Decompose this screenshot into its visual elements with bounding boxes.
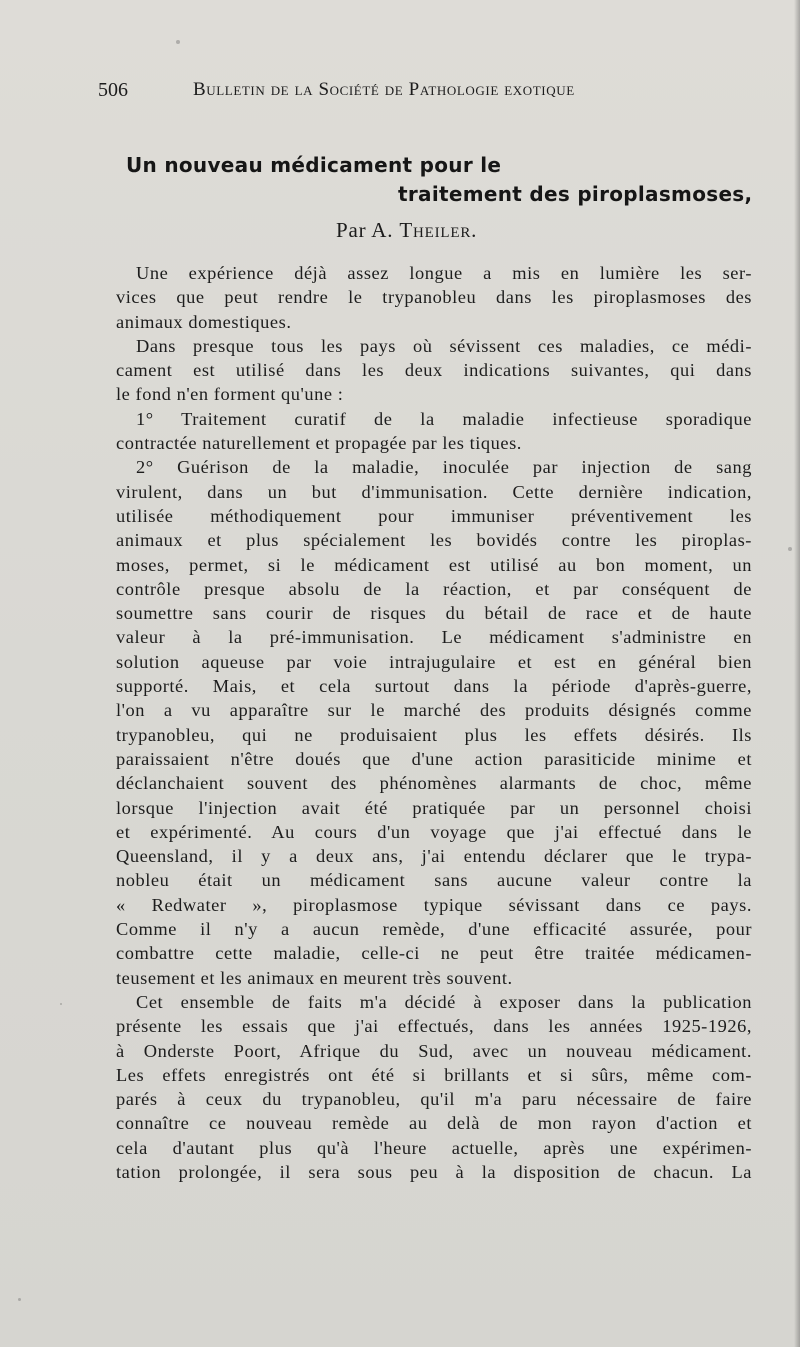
body-line: soumettre sans courir de risques du bétail de race et de haute xyxy=(116,603,752,624)
body-line: déclanchaient souvent des phénomènes alarmants de choc, même xyxy=(116,773,752,794)
body-line: supporté. Mais, et cela surtout dans la période d'après-guerre, xyxy=(116,676,752,697)
page-number: 506 xyxy=(98,79,128,101)
body-line: l'on a vu apparaître sur le marché des produits désignés comme xyxy=(116,700,752,721)
author-name: Theiler. xyxy=(399,218,478,242)
body-line: cament est utilisé dans les deux indications suivantes, qui dans xyxy=(116,360,752,381)
running-header xyxy=(98,78,748,102)
body-line: animaux domestiques. xyxy=(116,311,292,332)
article-title-line-1: Un nouveau médicament pour le xyxy=(126,153,502,177)
body-line: Cet ensemble de faits m'a décidé à exposer dans la publication xyxy=(136,991,752,1012)
article-title-line-2: traitement des piroplasmoses, xyxy=(398,182,753,206)
body-line: Comme il n'y a aucun remède, d'une efficacité assurée, pour xyxy=(116,919,752,940)
body-line: contrôle presque absolu de la réaction, et par conséquent de xyxy=(116,578,752,599)
scan-speck xyxy=(18,1298,21,1301)
body-line: 1° Traitement curatif de la maladie infectieuse sporadique xyxy=(136,408,752,429)
scan-speck xyxy=(60,1003,62,1005)
body-line: valeur à la pré-immunisation. Le médicament s'administre en xyxy=(116,627,752,648)
body-line: connaître ce nouveau remède au delà de mon rayon d'action et xyxy=(116,1113,752,1134)
body-line: présente les essais que j'ai effectués, dans les années 1925-1926, xyxy=(116,1016,752,1037)
body-line: à Onderste Poort, Afrique du Sud, avec un nouveau médicament. xyxy=(116,1040,752,1061)
body-line: Dans presque tous les pays où sévissent ces maladies, ce médi- xyxy=(136,335,752,356)
body-line: trypanobleu, qui ne produisaient plus les effets désirés. Ils xyxy=(116,724,752,745)
body-line: et expérimenté. Au cours d'un voyage que j'ai effectué dans le xyxy=(116,821,752,842)
body-line: moses, permet, si le médicament est utilisé au bon moment, un xyxy=(116,554,752,575)
body-line: utilisée méthodiquement pour immuniser préventivement les xyxy=(116,505,752,526)
author-byline xyxy=(336,217,477,243)
body-line: 2° Guérison de la maladie, inoculée par injection de sang xyxy=(136,457,752,478)
body-line: cela d'autant plus qu'à l'heure actuelle, après une expérimen- xyxy=(116,1137,752,1158)
journal-title: Bulletin de la Société de Pathologie exotique xyxy=(193,79,575,100)
body-line: tation prolongée, il sera sous peu à la disposition de chacun. La xyxy=(116,1161,752,1182)
body-line: contractée naturellement et propagée par les tiques. xyxy=(116,433,522,454)
page-edge-shadow xyxy=(794,0,800,1347)
article-body xyxy=(116,261,752,1184)
body-line: nobleu était un médicament sans aucune valeur contre la xyxy=(116,870,752,891)
scan-speck xyxy=(788,547,792,551)
body-line: le fond n'en forment qu'une : xyxy=(116,384,344,405)
body-line: virulent, dans un but d'immunisation. Cette dernière indication, xyxy=(116,481,752,502)
body-line: Une expérience déjà assez longue a mis en lumière les ser- xyxy=(136,263,752,283)
body-line: « Redwater », piroplasmose typique sévissant dans ce pays. xyxy=(116,894,752,915)
body-line: lorsque l'injection avait été pratiquée par un personnel choisi xyxy=(116,797,752,818)
author-prefix: Par A. xyxy=(336,218,394,242)
body-line: paraissaient n'être doués que d'une action parasiticide minime et xyxy=(116,748,752,769)
body-line: teusement et les animaux en meurent très souvent. xyxy=(116,967,513,988)
scan-speck xyxy=(176,40,180,44)
body-line: Queensland, il y a deux ans, j'ai entendu déclarer que le trypa- xyxy=(116,846,752,867)
body-line: parés à ceux du trypanobleu, qu'il m'a paru nécessaire de faire xyxy=(116,1089,752,1110)
body-line: animaux et plus spécialement les bovidés contre les piroplas- xyxy=(116,530,752,551)
body-line: solution aqueuse par voie intrajugulaire et est en général bien xyxy=(116,651,752,672)
body-line: vices que peut rendre le trypanobleu dans les piroplasmoses des xyxy=(116,287,752,308)
body-line: Les effets enregistrés ont été si brillants et si sûrs, même com- xyxy=(116,1064,752,1085)
body-line: combattre cette maladie, celle-ci ne peut être traitée médicamen- xyxy=(116,943,752,964)
